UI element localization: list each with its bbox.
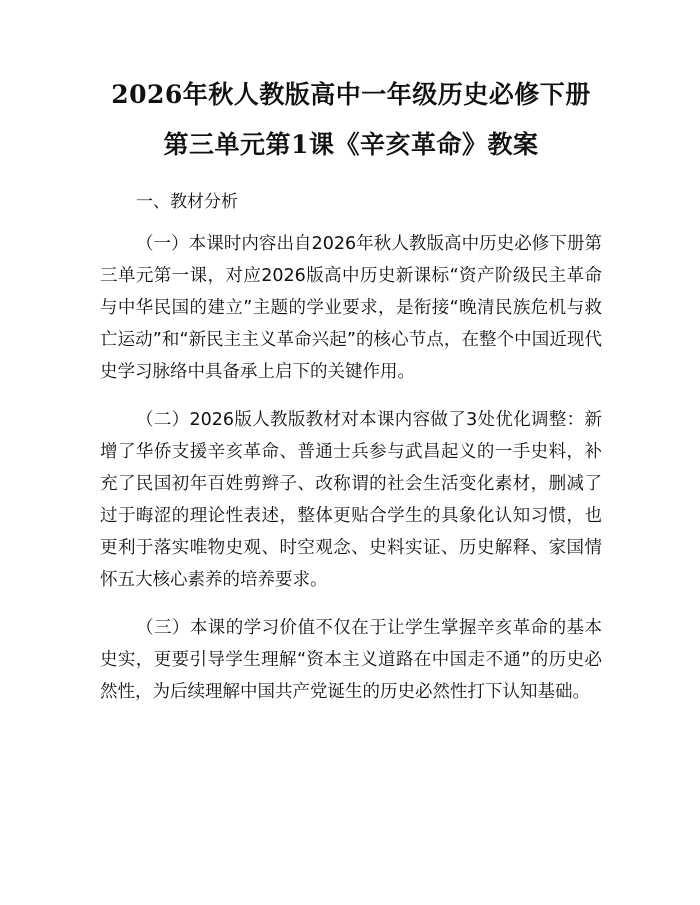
section-heading: 一、教材分析 bbox=[136, 192, 238, 212]
paragraph-3: （三）本课的学习价值不仅在于让学生掌握辛亥革命的基本史实，更要引导学生理解“资本主义道路在中国走不通”的历史必然性，为后续理解中国共产党诞生的历史必然性打下认知基础。 bbox=[100, 618, 602, 702]
document-title: 2026年秋人教版高中一年级历史必修下册第三单元第1课《辛亥革命》教案 bbox=[111, 80, 591, 159]
paragraph-2: （二）2026版人教版教材对本课内容做了3处优化调整：新增了华侨支援辛亥革命、普通士兵参与武昌起义的一手史料，补充了民国初年百姓剪辫子、改称谓的社会生活变化素材，删减了过于晦涩的理论性表述，整体更贴合学生的具象化认知习惯，也更利于落实唯物史观、时空观念、史料实证、历史解释、家国情怀五大核心素养的培养要求。 bbox=[100, 410, 602, 590]
paragraph-1: （一）本课时内容出自2026年秋人教版高中历史必修下册第三单元第一课，对应2026版高中历史新课标“资产阶级民主革命与中华民国的建立”主题的学业要求，是衔接“晚清民族危机与救亡运动”和“新民主主义革命兴起”的核心节点，在整个中国近现代史学习脉络中具备承上启下的关键作用。 bbox=[100, 234, 602, 382]
